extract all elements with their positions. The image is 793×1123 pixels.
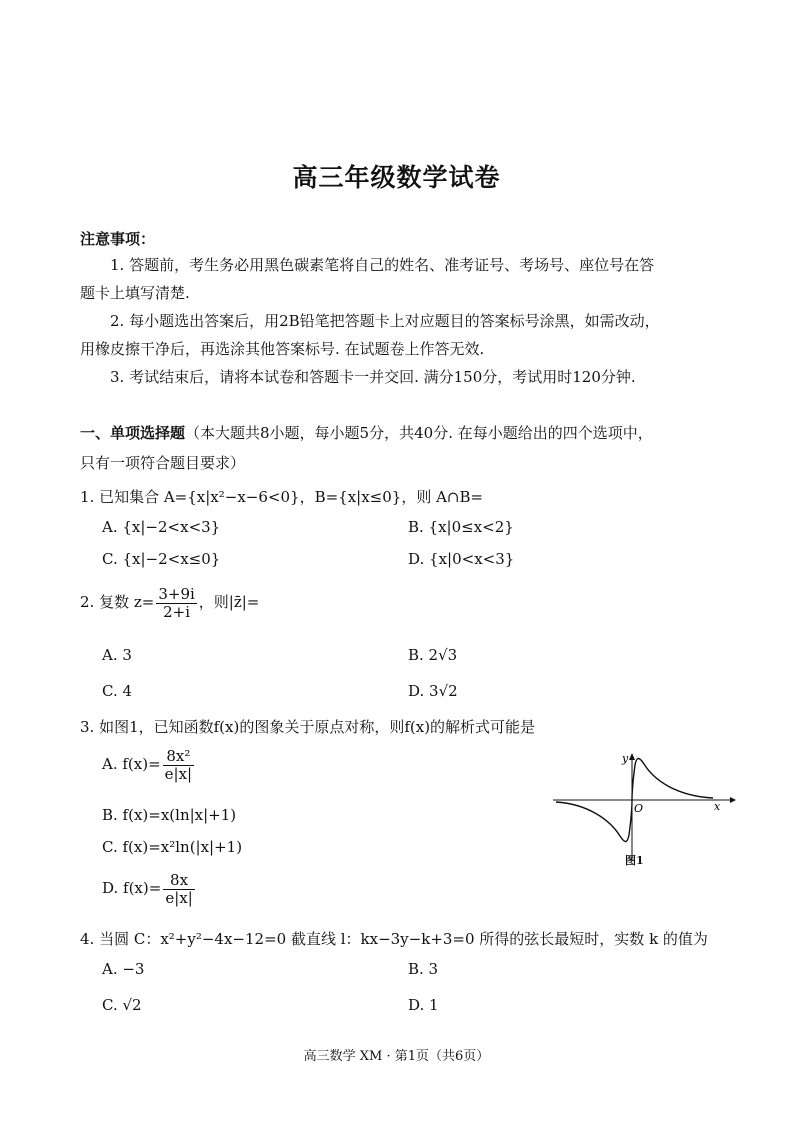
section-heading-line1 bbox=[80, 422, 653, 443]
section-heading: 一、单项选择题 bbox=[80, 424, 186, 442]
q3-d-numerator: 8x bbox=[163, 872, 194, 890]
q3-d-prefix: D. f(x)= bbox=[102, 879, 162, 897]
notice-item-3: 3. 考试结束后，请将本试卷和答题卡一并交回. 满分150分，考试用时120分钟. bbox=[110, 368, 636, 386]
q4-option-d: D. 1 bbox=[408, 996, 439, 1014]
q3-option-c: C. f(x)=x²ln(|x|+1) bbox=[102, 838, 243, 856]
notice-item-2-cont: 用橡皮擦干净后，再选涂其他答案标号. 在试题卷上作答无效. bbox=[80, 340, 485, 358]
q3-d-denominator: e|x| bbox=[165, 888, 193, 907]
q3-a-denominator: e|x| bbox=[164, 764, 193, 783]
q2-denominator: 2+i bbox=[163, 602, 191, 621]
q2-prefix: 2. 复数 z= bbox=[80, 593, 155, 611]
q3-option-a bbox=[102, 748, 196, 782]
origin-label: O bbox=[634, 802, 644, 815]
q3-a-numerator: 8x² bbox=[163, 748, 194, 766]
notice-heading: 注意事项： bbox=[80, 230, 156, 248]
notice-item-2: 2. 每小题选出答案后，用2B铅笔把答题卡上对应题目的答案标号涂黑，如需改动， bbox=[110, 312, 660, 330]
q2-option-b: B. 2√3 bbox=[408, 646, 458, 664]
y-axis-arrow bbox=[629, 753, 635, 760]
y-label: y bbox=[622, 752, 629, 765]
q1-option-a: A. {x|−2<x<3} bbox=[102, 518, 221, 536]
x-axis-arrow bbox=[730, 797, 736, 803]
page-footer: 高三数学 XM · 第1页（共6页） bbox=[303, 1049, 490, 1064]
q2-suffix: ，则|z̄|= bbox=[198, 593, 260, 611]
figure-1-caption: 图1 bbox=[625, 854, 644, 867]
q4-stem: 4. 当圆 C：x²+y²−4x−12=0 截直线 l：kx−3y−k+3=0 所得的弦长最短时，实数 k 的值为 bbox=[80, 930, 708, 948]
notice-item-1: 1. 答题前，考生务必用黑色碳素笔将自己的姓名、准考证号、考场号、座位号在答 bbox=[110, 256, 655, 274]
q1-option-b: B. {x|0≤x<2} bbox=[408, 518, 514, 536]
q4-option-c: C. √2 bbox=[102, 996, 142, 1014]
q2-numerator: 3+9i bbox=[158, 585, 195, 603]
q3-option-d bbox=[102, 872, 197, 906]
q3-a-prefix: A. f(x)= bbox=[102, 755, 161, 773]
page-title: 高三年级数学试卷 bbox=[292, 163, 501, 192]
q4-option-b: B. 3 bbox=[408, 960, 439, 978]
notice-item-1-cont: 题卡上填写清楚. bbox=[80, 284, 190, 302]
q1-stem: 1. 已知集合 A={x|x²−x−6<0}，B={x|x≤0}，则 A∩B= bbox=[80, 488, 484, 506]
q3-stem: 3. 如图1，已知函数f(x)的图象关于原点对称，则f(x)的解析式可能是 bbox=[80, 718, 536, 736]
section-desc-2: 只有一项符合题目要求） bbox=[80, 454, 246, 472]
q4-option-a: A. −3 bbox=[102, 960, 145, 978]
q3-a-fraction bbox=[163, 748, 194, 782]
x-label: x bbox=[714, 800, 721, 813]
q1-option-d: D. {x|0<x<3} bbox=[408, 550, 515, 568]
section-desc-1: （本大题共8小题，每小题5分，共40分. 在每小题给出的四个选项中， bbox=[185, 424, 653, 442]
q3-d-fraction bbox=[163, 872, 194, 906]
q2-option-d: D. 3√2 bbox=[408, 682, 458, 700]
q2-stem bbox=[80, 586, 259, 620]
q2-option-c: C. 4 bbox=[102, 682, 133, 700]
q3-option-b: B. f(x)=x(ln|x|+1) bbox=[102, 806, 237, 824]
q1-option-c: C. {x|−2<x≤0} bbox=[102, 550, 221, 568]
q2-option-a: A. 3 bbox=[102, 646, 132, 664]
q2-fraction bbox=[156, 586, 196, 620]
